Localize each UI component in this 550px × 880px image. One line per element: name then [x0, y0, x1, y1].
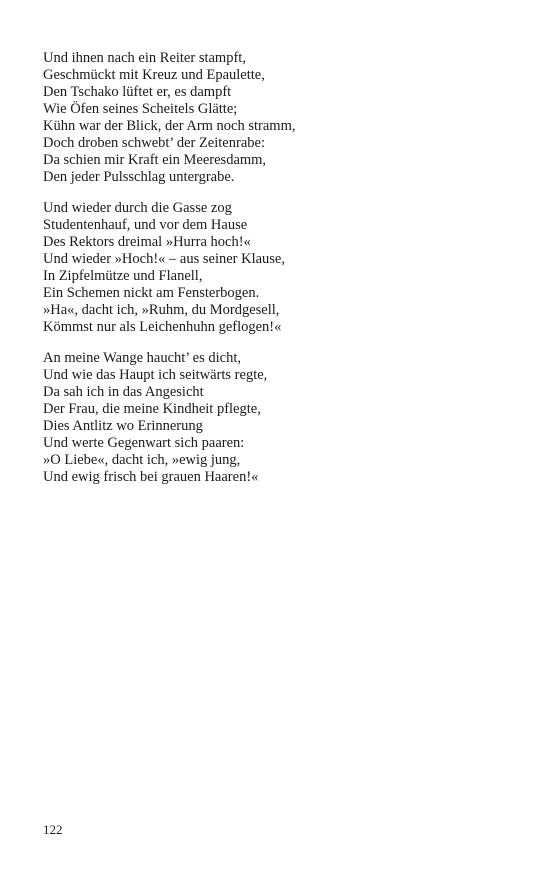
- poem-line: Doch droben schwebt’ der Zeitenrabe:: [43, 135, 265, 151]
- stanza-3: [43, 350, 523, 486]
- poem-text: [43, 50, 523, 500]
- poem-line: Kömmst nur als Leichenhuhn geflogen!«: [43, 319, 282, 335]
- poem-line: Wie Öfen seines Scheitels Glätte;: [43, 101, 238, 117]
- poem-line: In Zipfelmütze und Flanell,: [43, 268, 203, 284]
- poem-line: Geschmückt mit Kreuz und Epaulette,: [43, 67, 265, 83]
- poem-line: Studentenhauf, und vor dem Hause: [43, 217, 248, 233]
- stanza-1: [43, 50, 523, 186]
- stanza-2: [43, 200, 523, 336]
- poem-line: Da sah ich in das Angesicht: [43, 384, 204, 400]
- poem-line: Dies Antlitz wo Erinnerung: [43, 418, 203, 434]
- poem-line: Und wie das Haupt ich seitwärts regte,: [43, 367, 268, 383]
- page-number: 122: [43, 822, 63, 837]
- poem-line: »O Liebe«, dacht ich, »ewig jung,: [43, 452, 241, 468]
- poem-line: Und werte Gegenwart sich paaren:: [43, 435, 245, 451]
- poem-line: Und ihnen nach ein Reiter stampft,: [43, 50, 246, 66]
- poem-line: Und ewig frisch bei grauen Haaren!«: [43, 469, 259, 485]
- poem-line: An meine Wange haucht’ es dicht,: [43, 350, 242, 366]
- poem-line: »Ha«, dacht ich, »Ruhm, du Mordgesell,: [43, 302, 280, 318]
- poem-line: Den Tschako lüftet er, es dampft: [43, 84, 232, 100]
- poem-line: Der Frau, die meine Kindheit pflegte,: [43, 401, 261, 417]
- poem-line: Des Rektors dreimal »Hurra hoch!«: [43, 234, 251, 250]
- poem-line: Den jeder Pulsschlag untergrabe.: [43, 169, 235, 185]
- poem-line: Und wieder »Hoch!« – aus seiner Klause,: [43, 251, 285, 267]
- poem-line: Da schien mir Kraft ein Meeresdamm,: [43, 152, 267, 168]
- poem-line: Kühn war der Blick, der Arm noch stramm,: [43, 118, 296, 134]
- poem-line: Ein Schemen nickt am Fensterbogen.: [43, 285, 260, 301]
- poem-line: Und wieder durch die Gasse zog: [43, 200, 232, 216]
